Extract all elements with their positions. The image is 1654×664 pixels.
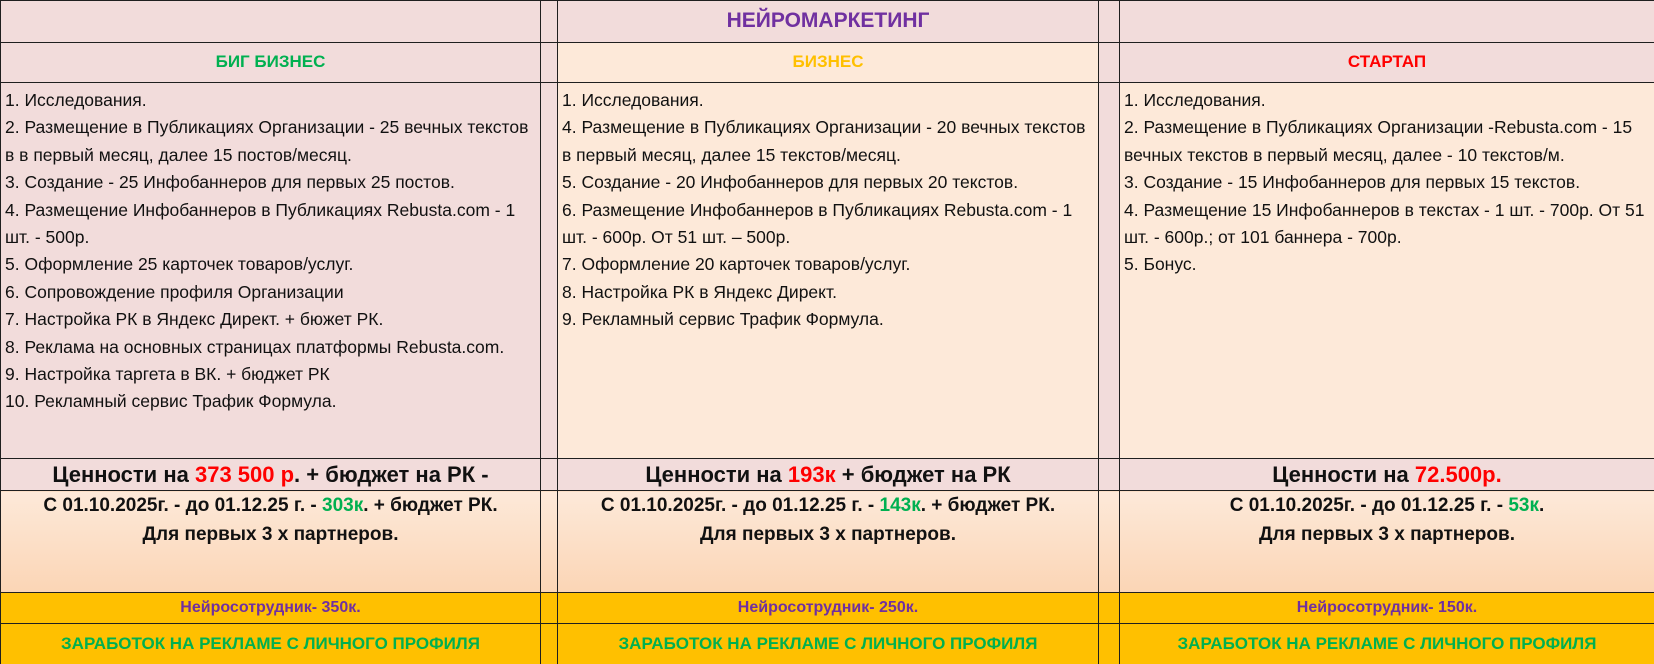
spacer-cell	[1099, 459, 1120, 491]
feature-item: 6. Размещение Инфобаннеров в Публикациях Rebusta.com - 1 шт. - 600р. От 51 шт. – 500р.	[562, 199, 1073, 248]
feature-item: 7. Оформление 20 карточек товаров/услуг.	[562, 254, 911, 275]
feature-item: 2. Размещение в Публикациях Организации - 25 вечных текстов в в первый месяц, далее 15 постов/месяц.	[5, 117, 529, 165]
value-prefix: Ценности на	[645, 462, 788, 487]
promo-note: Для первых 3 х партнеров.	[1259, 524, 1515, 545]
feature-item: 1. Исследования.	[5, 90, 147, 110]
feature-item: 6. Сопровождение профиля Организации	[5, 281, 344, 302]
value-startup	[1120, 459, 1654, 491]
spacer-cell	[1099, 593, 1120, 624]
value-amount: 373 500 р	[194, 462, 295, 487]
earn-business: ЗАРАБОТОК НА РЕКЛАМЕ С ЛИЧНОГО ПРОФИЛЯ	[558, 624, 1099, 664]
promo-prefix: С 01.10.2025г. - до 01.12.25 г. -	[43, 495, 323, 516]
feature-item: 2. Размещение в Публикациях Организации -Rebusta.com - 15 вечных текстов в первый месяц, далее - 10 текстов/м.	[1124, 117, 1633, 165]
title-blank-cell	[1, 1, 541, 43]
value-amount: 72.500р.	[1414, 462, 1502, 487]
promo-prefix: С 01.10.2025г. - до 01.12.25 г. -	[1229, 495, 1509, 516]
promo-price: 53к	[1508, 495, 1539, 516]
spacer-cell	[1099, 624, 1120, 664]
feature-item: 1. Исследования.	[562, 90, 704, 110]
spacer-cell	[541, 1, 558, 43]
spacer-cell	[1099, 1, 1120, 43]
value-big-business	[1, 459, 541, 491]
value-prefix: Ценности на	[52, 462, 195, 487]
page-title: НЕЙРОМАРКЕТИНГ	[558, 1, 1099, 43]
spacer-cell	[541, 491, 558, 593]
spacer-cell	[541, 83, 558, 459]
feature-item: 3. Создание - 15 Инфобаннеров для первых 15 текстов.	[1124, 172, 1581, 193]
promo-business	[558, 491, 1099, 593]
staff-business: Нейросотрудник- 250к.	[558, 593, 1099, 624]
plan-name-big-business: БИГ БИЗНЕС	[1, 43, 541, 83]
feature-item: 3. Создание - 25 Инфобаннеров для первых 25 постов.	[5, 172, 455, 193]
plan-name-startup: СТАРТАП	[1120, 43, 1654, 83]
feature-item: 4. Размещение Инфобаннеров в Публикациях Rebusta.com - 1 шт. - 500р.	[5, 199, 516, 248]
plan-name-business: БИЗНЕС	[558, 43, 1099, 83]
feature-item: 4. Размещение 15 Инфобаннеров в текстах - 1 шт. - 700р. От 51 шт. - 600р.; от 101 баннера - 700р.	[1124, 199, 1645, 248]
spacer-cell	[541, 459, 558, 491]
promo-suffix: .	[1539, 495, 1545, 516]
earn-big-business: ЗАРАБОТОК НА РЕКЛАМЕ С ЛИЧНОГО ПРОФИЛЯ	[1, 624, 541, 664]
value-suffix: . + бюджет на РК -	[294, 462, 489, 487]
spacer-cell	[1099, 43, 1120, 83]
earn-startup: ЗАРАБОТОК НА РЕКЛАМЕ С ЛИЧНОГО ПРОФИЛЯ	[1120, 624, 1654, 664]
spacer-cell	[541, 624, 558, 664]
promo-note: Для первых 3 х партнеров.	[142, 524, 399, 545]
feature-item: 9. Рекламный сервис Трафик Формула.	[562, 309, 884, 330]
promo-note: Для первых 3 х партнеров.	[700, 524, 956, 545]
feature-item: 5. Бонус.	[1124, 254, 1197, 275]
title-blank-cell	[1120, 1, 1654, 43]
feature-item: 9. Настройка таргета в ВК. + бюджет РК	[5, 364, 330, 385]
feature-item: 8. Реклама на основных страницах платформы Rebusta.com.	[5, 336, 505, 357]
promo-suffix: . + бюджет РК.	[920, 495, 1056, 516]
feature-item: 10. Рекламный сервис Трафик Формула.	[5, 391, 337, 412]
spacer-cell	[1099, 83, 1120, 459]
staff-startup: Нейросотрудник- 150к.	[1120, 593, 1654, 624]
feature-item: 7. Настройка РК в Яндекс Директ. + бюжет РК.	[5, 309, 384, 330]
feature-item: 4. Размещение в Публикациях Организации - 20 вечных текстов в первый месяц, далее 15 текстов/месяц.	[562, 117, 1086, 165]
staff-big-business: Нейросотрудник- 350к.	[1, 593, 541, 624]
promo-big-business	[1, 491, 541, 593]
feature-item: 5. Оформление 25 карточек товаров/услуг.	[5, 254, 354, 275]
spacer-cell	[541, 593, 558, 624]
promo-startup	[1120, 491, 1654, 593]
value-business	[558, 459, 1099, 491]
promo-price: 143к	[879, 495, 921, 516]
spacer-cell	[1099, 491, 1120, 593]
features-business	[558, 83, 1099, 459]
promo-price: 303к	[322, 495, 364, 516]
spacer-cell	[541, 43, 558, 83]
features-startup	[1120, 83, 1654, 459]
feature-item: 1. Исследования.	[1124, 90, 1266, 110]
promo-prefix: С 01.10.2025г. - до 01.12.25 г. -	[600, 495, 880, 516]
feature-item: 8. Настройка РК в Яндекс Директ.	[562, 281, 837, 302]
value-prefix: Ценности на	[1272, 462, 1415, 487]
feature-item: 5. Создание - 20 Инфобаннеров для первых 20 текстов.	[562, 172, 1019, 193]
features-big-business	[1, 83, 541, 459]
value-suffix: + бюджет на РК	[835, 462, 1011, 487]
value-amount: 193к	[787, 462, 836, 487]
promo-suffix: . + бюджет РК.	[363, 495, 498, 516]
